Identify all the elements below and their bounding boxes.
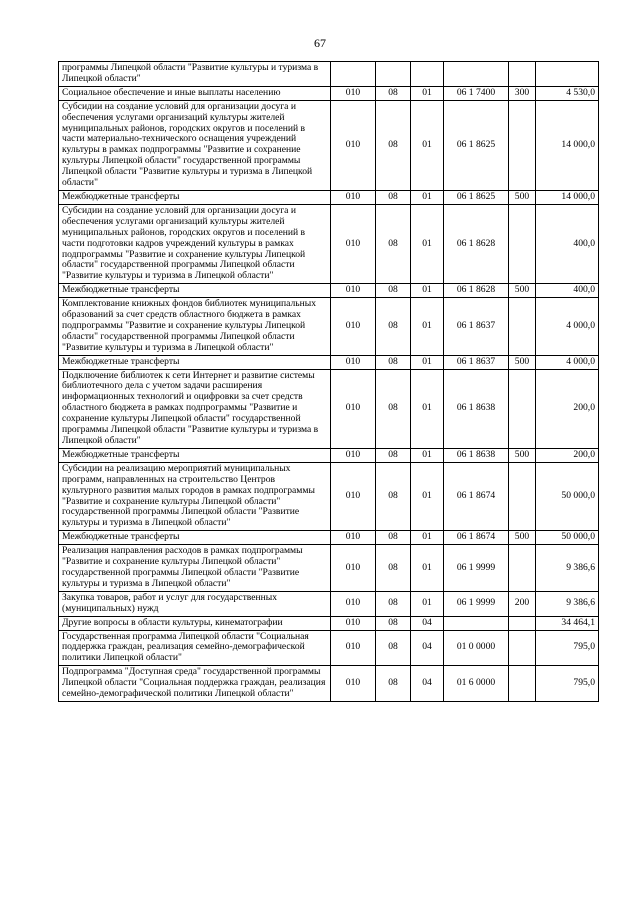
expense-name-cell: Другие вопросы в области культуры, кинематографии: [59, 616, 331, 630]
expense-type-cell: [509, 298, 536, 356]
expense-type-cell: [509, 100, 536, 190]
ministry-code-cell: 010: [331, 630, 376, 666]
amount-cell: 795,0: [536, 666, 599, 702]
ministry-code-cell: 010: [331, 86, 376, 100]
amount-cell: 4 000,0: [536, 355, 599, 369]
section-code-cell: 08: [376, 100, 411, 190]
section-code-cell: 08: [376, 190, 411, 204]
target-article-cell: 06 1 9999: [444, 545, 509, 592]
target-article-cell: 06 1 8674: [444, 462, 509, 530]
ministry-code-cell: 010: [331, 204, 376, 283]
section-code-cell: 08: [376, 545, 411, 592]
table-row: [59, 531, 599, 545]
expense-name-cell: Подключение библиотек к сети Интернет и развитие системы библиотечного дела с учетом задачи расширения информационных технологий и оцифровки за счет средств областного бюджета в рамках подпрограммы "Развитие и сохранение культуры Липецкой области" государственной программы Липецкой области "Развитие культуры и туризма в Липецкой области": [59, 369, 331, 448]
subsection-code-cell: 01: [411, 545, 444, 592]
expense-type-cell: [509, 462, 536, 530]
expense-name-cell: программы Липецкой области "Развитие культуры и туризма в Липецкой области": [59, 62, 331, 87]
table-row: [59, 369, 599, 448]
ministry-code-cell: 010: [331, 591, 376, 616]
target-article-cell: [444, 616, 509, 630]
table-row: [59, 355, 599, 369]
amount-cell: 200,0: [536, 369, 599, 448]
expense-name-cell: Межбюджетные трансферты: [59, 284, 331, 298]
table-row: [59, 284, 599, 298]
expense-name-cell: Комплектование книжных фондов библиотек муниципальных образований за счет средств областного бюджета в рамках подпрограммы "Развитие и сохранение культуры Липецкой области" государственной программы Липецкой области "Развитие культуры и туризма в Липецкой области": [59, 298, 331, 356]
ministry-code-cell: 010: [331, 545, 376, 592]
amount-cell: 9 386,6: [536, 591, 599, 616]
subsection-code-cell: 01: [411, 369, 444, 448]
target-article-cell: 01 0 0000: [444, 630, 509, 666]
section-code-cell: 08: [376, 531, 411, 545]
table-row: [59, 100, 599, 190]
target-article-cell: 06 1 8625: [444, 190, 509, 204]
target-article-cell: 06 1 8637: [444, 355, 509, 369]
expense-name-cell: Межбюджетные трансферты: [59, 448, 331, 462]
subsection-code-cell: 01: [411, 298, 444, 356]
section-code-cell: 08: [376, 86, 411, 100]
amount-cell: 50 000,0: [536, 462, 599, 530]
subsection-code-cell: 01: [411, 86, 444, 100]
ministry-code-cell: 010: [331, 190, 376, 204]
expense-name-cell: Субсидии на создание условий для организации досуга и обеспечения услугами организаций культуры жителей муниципальных районов, городских округов и поселений в части материально-технического оснащения учреждений культуры в рамках подпрограммы "Развитие и сохранение культуры Липецкой области" государственной программы Липецкой области "Развитие культуры и туризма в Липецкой области": [59, 100, 331, 190]
ministry-code-cell: 010: [331, 100, 376, 190]
target-article-cell: [444, 62, 509, 87]
expense-name-cell: Субсидии на реализацию мероприятий муниципальных программ, направленных на строительство Центров культурного развития малых городов в рамках подпрограммы "Развитие и сохранение культуры Липецкой области" государственной программы Липецкой области "Развитие культуры и туризма в Липецкой области": [59, 462, 331, 530]
expense-type-cell: [509, 369, 536, 448]
amount-cell: [536, 62, 599, 87]
section-code-cell: 08: [376, 355, 411, 369]
target-article-cell: 06 1 8674: [444, 531, 509, 545]
target-article-cell: 06 1 8638: [444, 448, 509, 462]
expense-type-cell: 500: [509, 284, 536, 298]
expense-type-cell: [509, 204, 536, 283]
expense-name-cell: Закупка товаров, работ и услуг для государственных (муниципальных) нужд: [59, 591, 331, 616]
expense-name-cell: Социальное обеспечение и иные выплаты населению: [59, 86, 331, 100]
section-code-cell: 08: [376, 630, 411, 666]
section-code-cell: 08: [376, 284, 411, 298]
section-code-cell: [376, 62, 411, 87]
target-article-cell: 06 1 9999: [444, 591, 509, 616]
expense-type-cell: 500: [509, 531, 536, 545]
subsection-code-cell: 01: [411, 204, 444, 283]
expense-type-cell: [509, 62, 536, 87]
expense-type-cell: 500: [509, 448, 536, 462]
target-article-cell: 06 1 8628: [444, 284, 509, 298]
subsection-code-cell: 04: [411, 630, 444, 666]
ministry-code-cell: 010: [331, 355, 376, 369]
expense-type-cell: 300: [509, 86, 536, 100]
table-row: [59, 86, 599, 100]
ministry-code-cell: 010: [331, 448, 376, 462]
expense-name-cell: Межбюджетные трансферты: [59, 355, 331, 369]
expense-name-cell: Межбюджетные трансферты: [59, 531, 331, 545]
amount-cell: 50 000,0: [536, 531, 599, 545]
expense-type-cell: 200: [509, 591, 536, 616]
section-code-cell: 08: [376, 666, 411, 702]
section-code-cell: 08: [376, 448, 411, 462]
amount-cell: 400,0: [536, 284, 599, 298]
subsection-code-cell: 01: [411, 190, 444, 204]
ministry-code-cell: 010: [331, 284, 376, 298]
expense-type-cell: [509, 545, 536, 592]
amount-cell: 400,0: [536, 204, 599, 283]
ministry-code-cell: 010: [331, 616, 376, 630]
amount-cell: 795,0: [536, 630, 599, 666]
subsection-code-cell: 04: [411, 666, 444, 702]
table-row: [59, 298, 599, 356]
page-number: 67: [314, 36, 326, 50]
ministry-code-cell: 010: [331, 462, 376, 530]
subsection-code-cell: 04: [411, 616, 444, 630]
ministry-code-cell: 010: [331, 531, 376, 545]
amount-cell: 14 000,0: [536, 100, 599, 190]
target-article-cell: 06 1 7400: [444, 86, 509, 100]
section-code-cell: 08: [376, 616, 411, 630]
section-code-cell: 08: [376, 204, 411, 283]
table-row: [59, 462, 599, 530]
ministry-code-cell: 010: [331, 666, 376, 702]
expense-type-cell: 500: [509, 355, 536, 369]
ministry-code-cell: 010: [331, 298, 376, 356]
subsection-code-cell: [411, 62, 444, 87]
subsection-code-cell: 01: [411, 591, 444, 616]
ministry-code-cell: 010: [331, 369, 376, 448]
target-article-cell: 01 6 0000: [444, 666, 509, 702]
target-article-cell: 06 1 8637: [444, 298, 509, 356]
subsection-code-cell: 01: [411, 462, 444, 530]
budget-table-body: [59, 62, 599, 702]
subsection-code-cell: 01: [411, 100, 444, 190]
table-row: [59, 62, 599, 87]
target-article-cell: 06 1 8628: [444, 204, 509, 283]
section-code-cell: 08: [376, 591, 411, 616]
budget-table: [58, 61, 599, 702]
target-article-cell: 06 1 8625: [444, 100, 509, 190]
amount-cell: 4 530,0: [536, 86, 599, 100]
section-code-cell: 08: [376, 369, 411, 448]
expense-name-cell: Реализация направления расходов в рамках подпрограммы "Развитие и сохранение культуры Липецкой области" государственной программы Липецкой области "Развитие культуры и туризма в Липецкой области": [59, 545, 331, 592]
subsection-code-cell: 01: [411, 531, 444, 545]
expense-name-cell: Межбюджетные трансферты: [59, 190, 331, 204]
ministry-code-cell: [331, 62, 376, 87]
table-row: [59, 591, 599, 616]
table-row: [59, 666, 599, 702]
table-row: [59, 204, 599, 283]
expense-name-cell: Государственная программа Липецкой области "Социальная поддержка граждан, реализация семейно-демографической политики Липецкой области": [59, 630, 331, 666]
subsection-code-cell: 01: [411, 355, 444, 369]
amount-cell: 9 386,6: [536, 545, 599, 592]
table-row: [59, 545, 599, 592]
target-article-cell: 06 1 8638: [444, 369, 509, 448]
expense-type-cell: [509, 630, 536, 666]
subsection-code-cell: 01: [411, 284, 444, 298]
expense-type-cell: [509, 616, 536, 630]
section-code-cell: 08: [376, 298, 411, 356]
subsection-code-cell: 01: [411, 448, 444, 462]
table-row: [59, 630, 599, 666]
table-row: [59, 190, 599, 204]
amount-cell: 14 000,0: [536, 190, 599, 204]
amount-cell: 34 464,1: [536, 616, 599, 630]
expense-name-cell: Субсидии на создание условий для организации досуга и обеспечения услугами организаций культуры жителей муниципальных районов, городских округов и поселений в части подготовки кадров учреждений культуры в рамках подпрограммы "Развитие и сохранение культуры Липецкой области" государственной программы Липецкой области "Развитие культуры и туризма в Липецкой области": [59, 204, 331, 283]
table-row: [59, 448, 599, 462]
expense-type-cell: [509, 666, 536, 702]
expense-type-cell: 500: [509, 190, 536, 204]
expense-name-cell: Подпрограмма "Доступная среда" государственной программы Липецкой области "Социальная поддержка граждан, реализация семейно-демографической политики Липецкой области": [59, 666, 331, 702]
amount-cell: 200,0: [536, 448, 599, 462]
amount-cell: 4 000,0: [536, 298, 599, 356]
section-code-cell: 08: [376, 462, 411, 530]
table-row: [59, 616, 599, 630]
